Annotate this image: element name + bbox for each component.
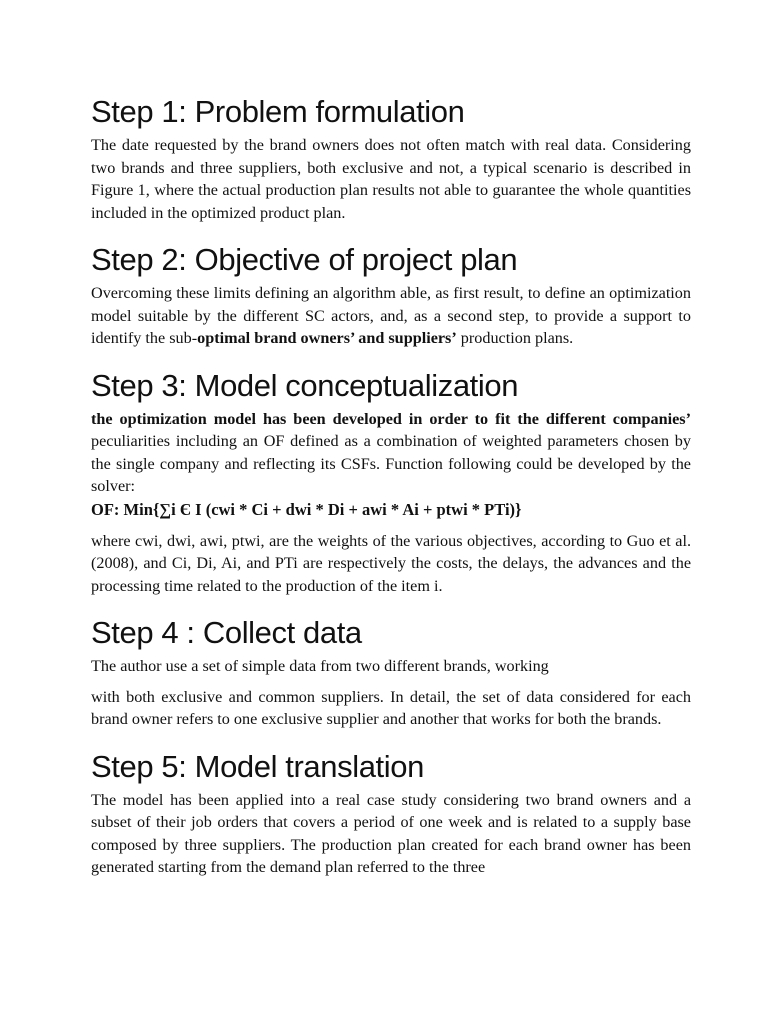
paragraph-step-2-start: Overcoming these limits defining an algorithm able, as first result, to define an optimization model suitable by the different SC actors, and, as a second step, to provide a support to identify the sub-	[91, 284, 691, 347]
section-step-3	[91, 366, 691, 598]
paragraph-step-3-bold: the optimization model has been developed in order to fit the different companies’	[91, 409, 691, 428]
paragraph-gap	[91, 678, 691, 686]
section-step-2	[91, 240, 691, 350]
objective-function-formula: OF: Min{∑i Є I (cwi * Ci + dwi * Di + awi * Ai + ptwi * PTi)}	[91, 499, 522, 519]
paragraph-step-3	[91, 408, 691, 498]
heading-step-1: Step 1: Problem formulation	[91, 94, 465, 129]
heading-step-3: Step 3: Model conceptualization	[91, 367, 519, 403]
section-step-1	[91, 92, 691, 224]
heading-step-5: Step 5: Model translation	[91, 748, 424, 784]
paragraph-step-4: with both exclusive and common suppliers. In detail, the set of data considered for each brand owner refers to one exclusive supplier and another that works for both the brands.	[91, 687, 691, 728]
paragraph-step-4-line1: The author use a set of simple data from two different brands, working	[91, 657, 549, 675]
paragraph-step-2	[91, 282, 691, 350]
section-step-4	[91, 613, 691, 731]
document-content	[91, 92, 691, 895]
section-step-5	[91, 747, 691, 879]
paragraph-step-2-bold: optimal brand owners’ and suppliers’	[197, 329, 457, 347]
heading-step-2: Step 2: Objective of project plan	[91, 242, 518, 277]
paragraph-step-5: The model has been applied into a real case study considering two brand owners and a subset of their job orders that covers a period of one week and is related to a supply base composed by three suppliers. The production plan created for each brand owner has been generated starting from the demand plan referred to the three	[91, 790, 691, 876]
paragraph-step-3-continued: where cwi, dwi, awi, ptwi, are the weights of the various objectives, according to Guo et al. (2008), and Ci, Di, Ai, and PTi are respectively the costs, the delays, the advances and the processing time related to the production of the item i.	[91, 531, 691, 595]
heading-step-4: Step 4 : Collect data	[91, 615, 362, 650]
paragraph-step-3-body: peculiarities including an OF defined as a combination of weighted parameters chosen by the single company and reflecting its CSFs. Function following could be developed by the solver:	[91, 432, 691, 495]
paragraph-step-2-end: production plans.	[456, 329, 574, 347]
paragraph-step-1: The date requested by the brand owners does not often match with real data. Considering two brands and three suppliers, both exclusive and not, a typical scenario is described in Figure 1, where the actual production plan results not able to guarantee the whole quantities included in the optimized product plan.	[91, 136, 691, 222]
